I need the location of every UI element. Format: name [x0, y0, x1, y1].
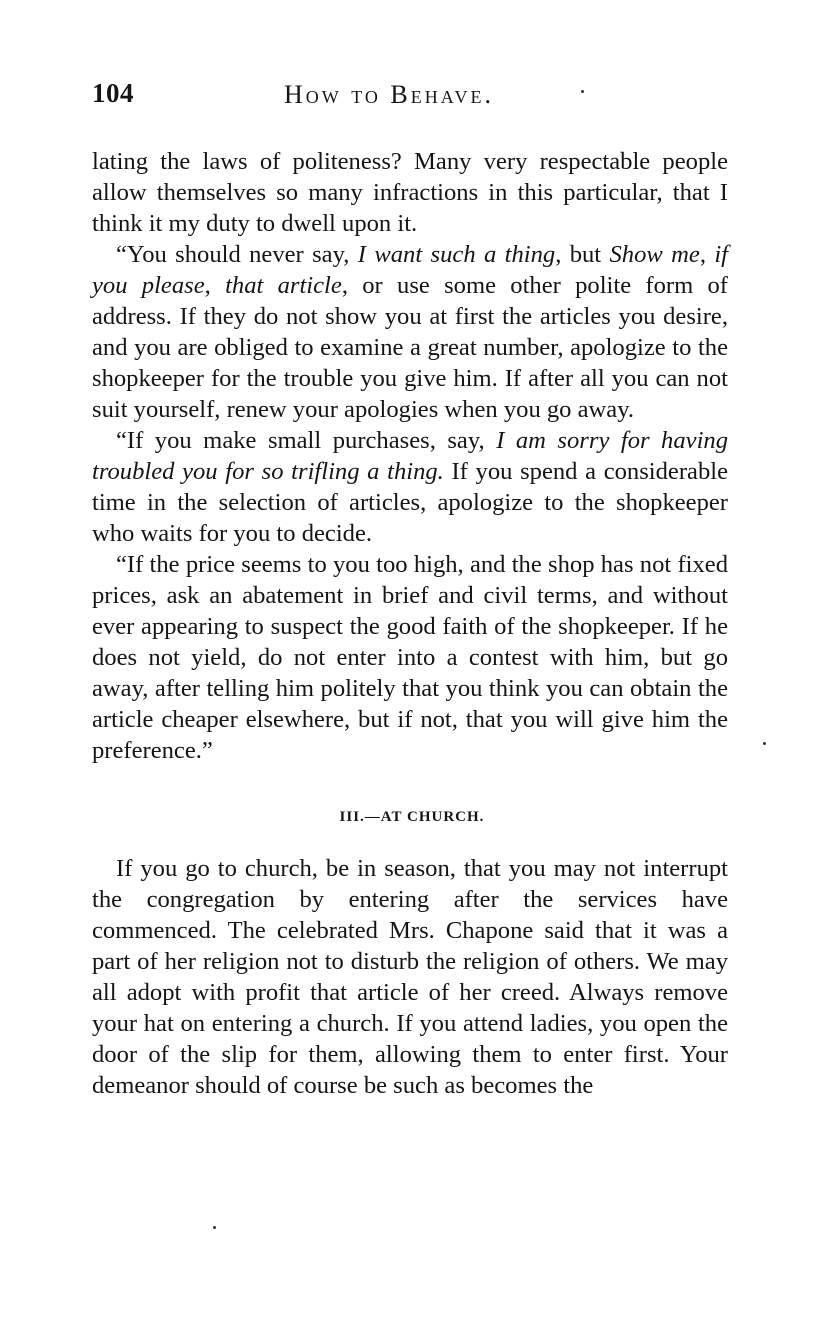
- body-text: [92, 146, 728, 1101]
- page-number: 104: [92, 78, 134, 108]
- italic-phrase: Show me: [609, 241, 700, 268]
- text-run: ,: [699, 241, 715, 268]
- paragraph-continuation: lating the laws of politeness? Many very respectable people allow themselves so many infractions in this particular, that I think it my duty to dwell upon it.: [92, 148, 728, 237]
- italic-phrase: I want such a thing: [357, 241, 556, 268]
- paragraph-price: “If the price seems to you too high, and the shop has not fixed prices, ask an abatement in brief and civil terms, and without ever appearing to suspect the good faith of the shopkeeper. If he does not yield, do not enter into a contest with him, but go away, after telling him politely that you think you can obtain the article cheaper elsewhere, but if not, that you will give him the preference.”: [92, 551, 728, 764]
- print-speck: [581, 90, 584, 93]
- section-heading: III.—AT CHURCH.: [339, 809, 485, 825]
- text-run: ,: [204, 272, 226, 299]
- print-speck: [213, 1226, 216, 1229]
- page-header: [92, 78, 728, 122]
- book-page: [92, 78, 728, 1101]
- running-head: How to Behave.: [284, 80, 494, 109]
- paragraph-at-church: If you go to church, be in season, that you may not interrupt the congregation by entering after the services have commenced. The celebrated Mrs. Chapone said that it was a part of her religion not to disturb the religion of others. We may all adopt with profit that article of her creed. Always remove your hat on entering a church. If you attend ladies, you open the door of the slip for them, allowing them to enter first. Your demeanor should of course be such as becomes the: [92, 855, 728, 1099]
- paragraph-shopping-address: [92, 239, 728, 425]
- paragraph-small-purchases: [92, 425, 728, 549]
- italic-phrase: that article: [225, 272, 342, 299]
- text-run: , but: [555, 241, 610, 268]
- text-run: “You should never say,: [116, 241, 358, 268]
- print-speck: [763, 742, 766, 745]
- italic-phrase: if you please: [92, 241, 729, 299]
- text-run: “If you make small purchases, say,: [116, 427, 497, 454]
- italic-phrase: I am sorry for having troubled you for so trifling a thing.: [92, 427, 728, 485]
- text-run: If you spend a considerable time in the selection of articles, apologize to the shopkeeper who waits for you to decide.: [92, 458, 728, 547]
- text-run: , or use some other polite form of address. If they do not show you at first the articles you desire, and you are obliged to examine a great number, apologize to the shopkeeper for the trouble you give him. If after all you can not suit yourself, renew your apologies when you go away.: [92, 272, 728, 423]
